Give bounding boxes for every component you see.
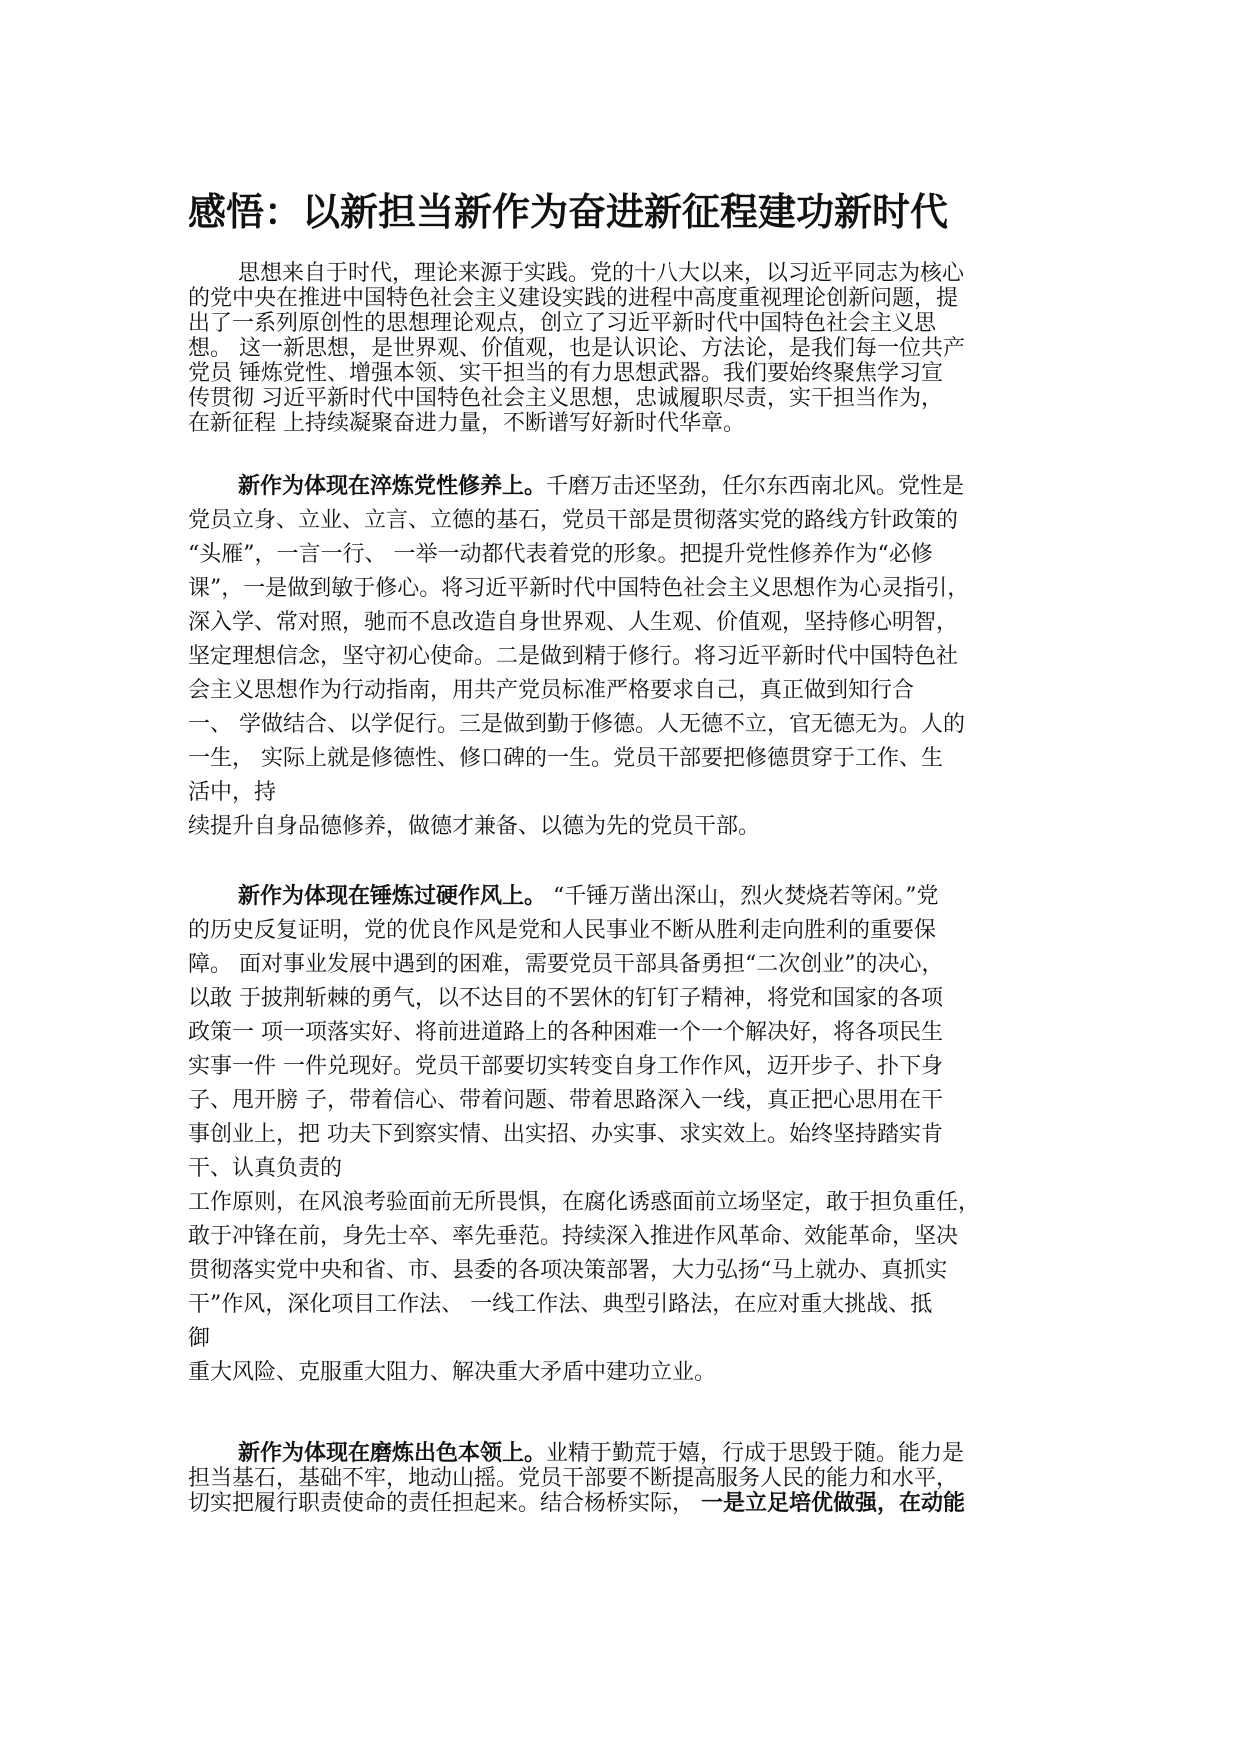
body-line: 事创业上，把 功夫下到察实情、出实招、办实事、求实效上。始终坚持踏实肯	[188, 1122, 943, 1147]
section-lead-text: 千磨万击还坚劲，任尔东西南北风。党性是	[546, 474, 965, 499]
intro-line: 思想来自于时代，理论来源于实践。党的十八大以来，以习近平同志为核心	[238, 261, 965, 286]
section-heading: 新作为体现在淬炼党性修养上。	[238, 474, 547, 499]
section-party-spirit	[188, 470, 1068, 844]
intro-paragraph	[188, 261, 1068, 436]
body-line: “头雁”，一言一行、 一举一动都代表着党的形象。把提升党性修养作为“必修	[188, 542, 933, 567]
body-line: 课”，一是做到敏于修心。将习近平新时代中国特色社会主义思想作为心灵指引，	[188, 576, 970, 601]
body-line: 干、认真负责的	[188, 1156, 343, 1181]
body-line: 深入学、常对照，驰而不息改造自身世界观、人生观、价值观，坚持修心明智，	[188, 610, 959, 635]
body-text: 切实把履行职责使命的责任担起来。结合杨桥实际，	[188, 1491, 701, 1516]
body-line: 一、 学做结合、以学促行。三是做到勤于修德。人无德不立，官无德无为。人的	[188, 712, 965, 737]
section-first-line	[188, 470, 1068, 504]
intro-line: 想。 这一新思想，是世界观、价值观，也是认识论、方法论，是我们每一位共产	[188, 336, 965, 361]
body-line: 一生， 实际上就是修德性、修口碑的一生。党员干部要把修德贯穿于工作、生	[188, 746, 943, 771]
body-line: 干”作风，深化项目工作法、 一线工作法、典型引路法，在应对重大挑战、抵	[188, 1292, 933, 1317]
body-line: 担当基石，基础不牢，地动山摇。党员干部要不断提高服务人民的能力和水平，	[188, 1466, 959, 1491]
section-heading: 新作为体现在锤炼过硬作风上。	[238, 884, 547, 909]
body-line: 政策一 项一项落实好、将前进道路上的各种困难一个一个解决好，将各项民生	[188, 1020, 943, 1045]
body-line: 工作原则，在风浪考验面前无所畏惧，在腐化诱惑面前立场坚定，敢于担负重任，	[188, 1190, 981, 1215]
body-line: 续提升自身品德修养，做德才兼备、以德为先的党员干部。	[188, 814, 761, 839]
section-first-line	[188, 880, 1068, 914]
body-line: 的历史反复证明，党的优良作风是党和人民事业不断从胜利走向胜利的重要保	[188, 918, 937, 943]
section-lead-text: 业精于勤荒于嬉，行成于思毁于随。能力是	[546, 1441, 965, 1466]
intro-line: 出了一系列原创性的思想理论观点，创立了习近平新时代中国特色社会主义思	[188, 311, 937, 336]
body-line: 障。 面对事业发展中遇到的困难，需要党员干部具备勇担“二次创业”的决心，	[188, 952, 944, 977]
body-line: 党员立身、立业、立言、立德的基石，党员干部是贯彻落实党的路线方针政策的	[188, 508, 959, 533]
body-line: 会主义思想作为行动指南，用共产党员标准严格要求自己，真正做到知行合	[188, 678, 915, 703]
section-heading: 新作为体现在磨炼出色本领上。	[238, 1441, 547, 1466]
body-line: 子、甩开膀 子，带着信心、带着问题、带着思路深入一线，真正把心思用在干	[188, 1088, 943, 1113]
body-line: 重大风险、克服重大阻力、解决重大矛盾中建功立业。	[188, 1360, 717, 1385]
body-line: 贯彻落实党中央和省、市、县委的各项决策部署，大力弘扬“马上就办、真抓实	[188, 1258, 948, 1283]
body-line: 活中，持	[188, 780, 277, 805]
body-line: 敢于冲锋在前，身先士卒、率先垂范。持续深入推进作风革命、效能革命，坚决	[188, 1224, 959, 1249]
section-work-style	[188, 880, 1068, 1390]
body-line: 以敢 于披荆斩棘的勇气，以不达目的不罢休的钉钉子精神，将党和国家的各项	[188, 986, 943, 1011]
body-line-last	[188, 1491, 1068, 1516]
bold-emphasis: 一是立足培优做强，在动能	[701, 1491, 966, 1516]
section-ability	[188, 1441, 1068, 1516]
body-line: 御	[188, 1326, 211, 1351]
intro-line: 在新征程 上持续凝聚奋进力量，不断谱写好新时代华章。	[188, 411, 745, 436]
intro-line: 传贯彻 习近平新时代中国特色社会主义思想，忠诚履职尽责，实干担当作为，	[188, 386, 943, 411]
body-line: 实事一件 一件兑现好。党员干部要切实转变自身工作作风，迈开步子、扑下身	[188, 1054, 943, 1079]
intro-line: 党员 锤炼党性、增强本领、实干担当的有力思想武器。我们要始终聚焦学习宣	[188, 361, 943, 386]
section-lead-text: “千锤万凿出深山，烈火焚烧若等闲。”党	[546, 884, 939, 909]
intro-line: 的党中央在推进中国特色社会主义建设实践的进程中高度重视理论创新问题，提	[188, 286, 959, 311]
section-first-line	[188, 1441, 1068, 1466]
body-line: 坚定理想信念，坚守初心使命。二是做到精于修行。将习近平新时代中国特色社	[188, 644, 959, 669]
document-title: 感悟：以新担当新作为奋进新征程建功新时代	[188, 190, 949, 234]
